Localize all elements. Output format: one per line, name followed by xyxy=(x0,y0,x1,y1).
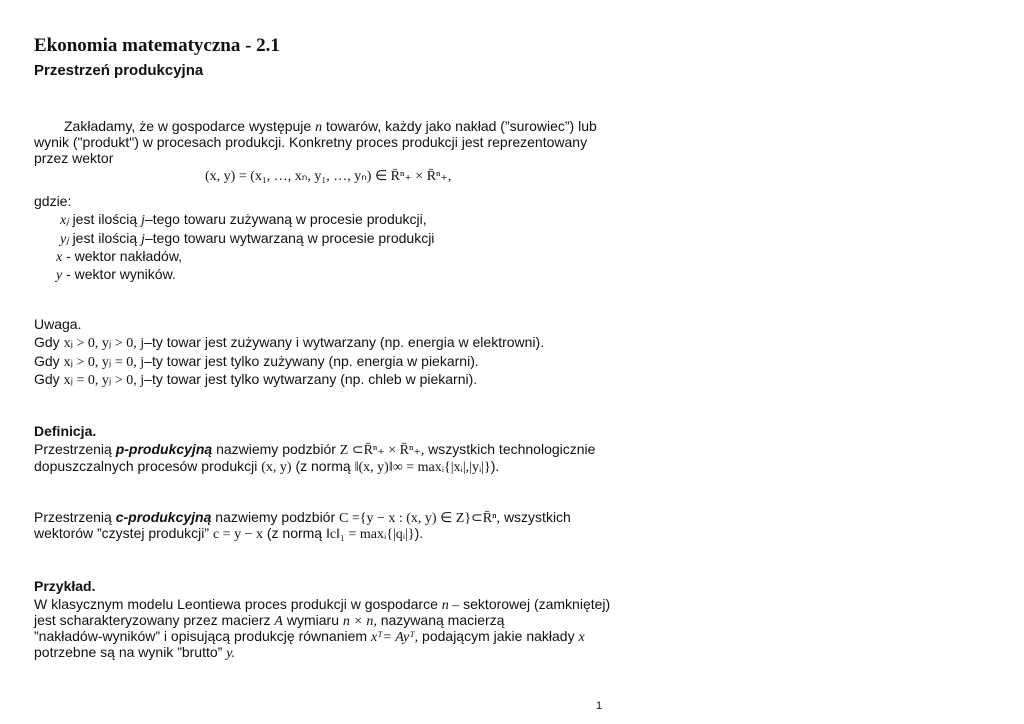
definition-text: nazwiemy podzbiór xyxy=(215,509,336,525)
definition-text: wektorów ”czystej produkcji” xyxy=(34,525,210,541)
example-text: podającym jakie nakłady xyxy=(422,628,575,644)
intro-text: towarów, każdy jako nakład (”surowiec”) lub xyxy=(325,118,597,134)
math-set-z: Z ⊂R̄ⁿ₊ × R̄ⁿ₊, xyxy=(339,443,425,458)
math-leontief-eq: xᵀ= Ayᵀ, xyxy=(370,630,419,645)
math-y: y xyxy=(56,268,63,283)
intro-line-2: wynik ("produkt") w procesach produkcji. Konkretny proces produkcji jest reprezentowany xyxy=(34,134,588,150)
definition-text: wszystkich technologicznie xyxy=(428,441,596,457)
definition-text: (z normą xyxy=(295,458,351,474)
example-text: W klasycznym modelu Leontiewa proces produkcji w gospodarce xyxy=(34,596,438,612)
math-c-eq: c = y − x xyxy=(212,527,263,542)
where-text: jest ilością xyxy=(72,211,138,227)
remark-row xyxy=(34,352,479,372)
where-item xyxy=(60,210,427,230)
math-n-dash: n – xyxy=(441,598,460,613)
where-text: jest ilością xyxy=(72,230,138,246)
where-text: –tego towaru zużywaną w procesie produkcji, xyxy=(144,211,427,227)
vector-formula: (x, y) = (x₁, …, xₙ, y₁, …, yₙ) ∈ R̄ⁿ₊ × R̄ⁿ₊, xyxy=(205,169,452,184)
where-label: gdzie: xyxy=(34,193,72,209)
math-norm-inf: ‖(x, y)‖∞ = maxᵢ{|xᵢ|,|yᵢ|} xyxy=(354,460,491,475)
math-norm-1: ‖c‖₁ = maxᵢ{|qᵢ|} xyxy=(325,527,415,542)
remark-text: –ty towar jest zużywany i wytwarzany (np. energia w elektrowni). xyxy=(144,334,545,350)
remark-text: Gdy xyxy=(34,334,60,350)
math-x: x xyxy=(578,630,585,645)
math-x: x xyxy=(56,250,63,265)
math-A: A xyxy=(274,614,283,629)
math-yj: yⱼ xyxy=(60,232,69,247)
where-text: –tego towaru wytwarzaną w procesie produkcji xyxy=(144,230,435,246)
remark-text: –ty towar jest tylko zużywany (np. energia w piekarni). xyxy=(144,353,479,369)
example-text: nazywaną macierzą xyxy=(380,612,505,628)
remark-text: Gdy xyxy=(34,353,60,369)
remark-label: Uwaga. xyxy=(34,316,82,332)
example-text: sektorowej (zamkniętej) xyxy=(463,596,611,612)
definition-label: Definicja. xyxy=(34,423,97,439)
example-text: potrzebne są na wynik ”brutto” xyxy=(34,644,223,660)
example-label: Przykład. xyxy=(34,578,96,594)
math-xj: xⱼ xyxy=(60,213,69,228)
term-c-produkcyjna: c-produkcyjną xyxy=(115,509,212,525)
remark-text: –ty towar jest tylko wytwarzany (np. chleb w piekarni). xyxy=(144,371,478,387)
intro-text: Zakładamy, że w gospodarce występuje xyxy=(64,118,312,134)
definition-p-line-2 xyxy=(34,457,499,477)
definition-text: ). xyxy=(414,525,424,541)
math-y: y. xyxy=(226,646,236,661)
definition-text: Przestrzenią xyxy=(34,441,112,457)
example-line-4 xyxy=(34,643,235,663)
definition-text: wszystkich xyxy=(503,509,571,525)
remark-condition: xⱼ > 0, yⱼ = 0, j xyxy=(63,355,145,370)
example-text: wymiaru xyxy=(286,612,339,628)
definition-text: ). xyxy=(490,458,500,474)
math-j: j xyxy=(141,213,145,228)
remark-row xyxy=(34,370,477,390)
math-j: j xyxy=(141,232,145,247)
remark-text: Gdy xyxy=(34,371,60,387)
example-text: ”nakładów-wyników” i opisującą produkcję równaniem xyxy=(34,628,368,644)
section-subtitle: Przestrzeń produkcyjna xyxy=(34,62,204,79)
remark-condition: xⱼ > 0, yⱼ > 0, j xyxy=(63,336,145,351)
math-set-c: C ={y − x : (x, y) ∈ Z}⊂R̄ⁿ, xyxy=(339,511,501,526)
page-number: 1 xyxy=(596,700,603,712)
term-p-produkcyjna: p-produkcyjną xyxy=(115,441,213,457)
where-text: - wektor nakładów, xyxy=(66,248,183,264)
where-item xyxy=(60,229,434,249)
where-text: - wektor wyników. xyxy=(66,266,176,282)
remark-condition: xⱼ = 0, yⱼ > 0, j xyxy=(63,373,145,388)
math-n-by-n: n × n, xyxy=(342,614,377,629)
math-pair: (x, y) xyxy=(261,460,292,475)
intro-line-3: przez wektor xyxy=(34,150,114,166)
where-item xyxy=(56,247,182,267)
page-title: Ekonomia matematyczna - 2.1 xyxy=(34,35,280,56)
remark-row xyxy=(34,333,544,353)
where-item xyxy=(56,265,176,285)
definition-text: nazwiemy podzbiór xyxy=(216,441,336,457)
definition-c-line-2 xyxy=(34,524,423,544)
definition-text: Przestrzenią xyxy=(34,509,112,525)
definition-text: dopuszczalnych procesów produkcji xyxy=(34,458,258,474)
math-n: n xyxy=(315,120,323,135)
example-text: jest scharakteryzowany przez macierz xyxy=(34,612,271,628)
definition-text: (z normą xyxy=(266,525,323,541)
